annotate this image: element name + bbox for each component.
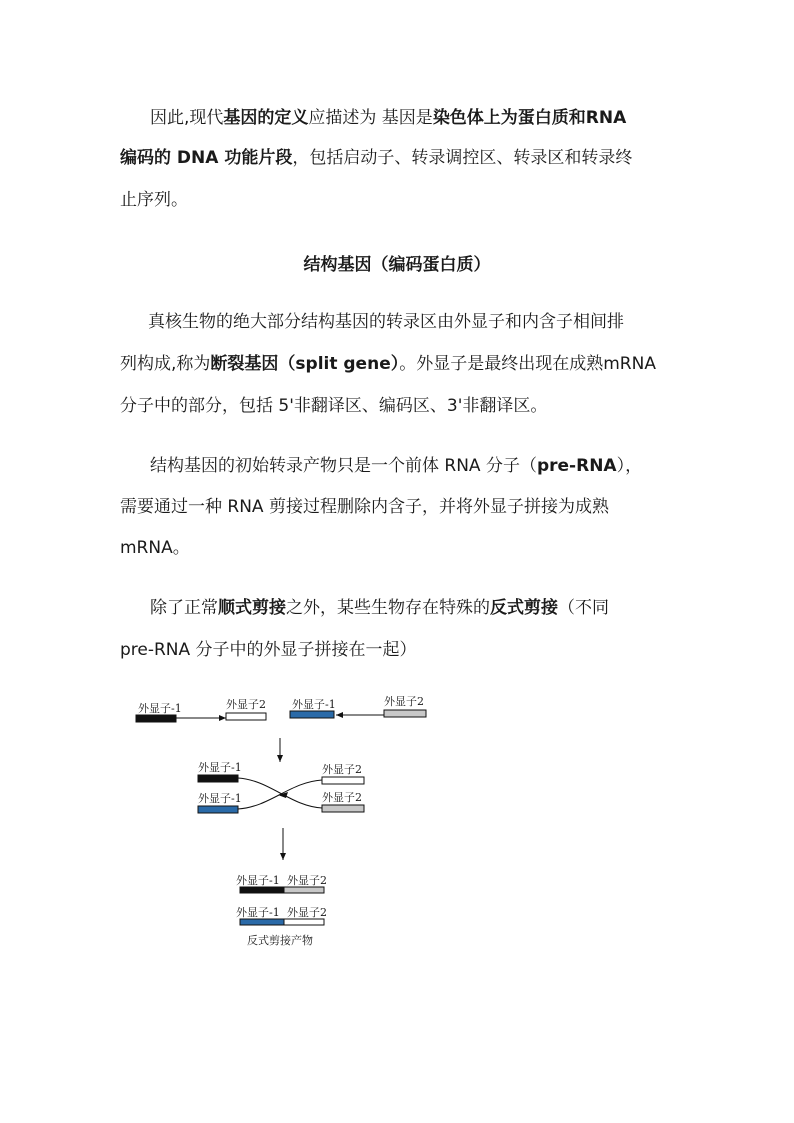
p2-line-1: 真核生物的绝大部分结构基因的转录区由外显子和内含子相间排 <box>148 312 624 332</box>
text-run: 列构成,称为 <box>120 354 211 374</box>
trans-splicing-diagram <box>130 688 440 958</box>
text-run: 应描述为 基因是 <box>308 108 433 128</box>
label-exon2-d: 外显子2 <box>322 791 362 804</box>
text-run: （不同 <box>558 598 609 618</box>
p3-line-1 <box>150 456 642 476</box>
bold-run: 基因的定义 <box>223 108 309 128</box>
bold-run: 顺式剪接 <box>218 598 286 618</box>
p1-line-2 <box>120 148 632 168</box>
exon2-gray-block-2 <box>322 805 364 812</box>
p3-line-3: mRNA。 <box>120 538 190 558</box>
p4-line-2: pre-RNA 分子中的外显子拼接在一起） <box>120 640 417 660</box>
exon1-black-block <box>136 715 176 722</box>
label-exon1-c: 外显子-1 <box>198 761 242 774</box>
text-run: ）， <box>616 456 643 476</box>
product1-exon1 <box>240 887 284 893</box>
p2-line-2 <box>120 354 656 374</box>
label-exon1-a: 外显子-1 <box>138 702 182 715</box>
exon1-blue-block-2 <box>198 806 238 813</box>
p4-line-1 <box>150 598 609 618</box>
bold-run: 编码的 DNA 功能片段 <box>120 148 293 168</box>
label-exon2-c: 外显子2 <box>322 763 362 776</box>
text-run: 。外显子是最终出现在成熟mRNA <box>399 354 656 374</box>
text-run: 结构基因的初始转录产物只是一个前体 RNA 分子（ <box>150 456 537 476</box>
label-exon1-d: 外显子-1 <box>198 792 242 805</box>
text-run: 因此,现代 <box>150 108 224 128</box>
product2-exon1 <box>240 919 284 925</box>
label-exon1-f: 外显子-1 <box>236 906 280 919</box>
text-run: 除了正常 <box>150 598 218 618</box>
p2-line-3: 分子中的部分，包括 5'非翻译区、编码区、3'非翻译区。 <box>120 396 548 416</box>
product2-exon2 <box>284 919 324 925</box>
bold-run: 断裂基因（split gene） <box>210 354 400 374</box>
bold-run: 反式剪接 <box>490 598 558 618</box>
label-exon2-f: 外显子2 <box>287 906 327 919</box>
label-exon2-b: 外显子2 <box>384 695 424 708</box>
text-run: ，包括启动子、转录调控区、转录区和转录终 <box>292 148 633 168</box>
exon2-gray-block <box>384 710 426 717</box>
bold-run: 染色体上为蛋白质和RNA <box>432 108 627 128</box>
bold-run: pre-RNA <box>536 456 617 476</box>
exon2-white-block-2 <box>322 777 364 784</box>
p1-line-3: 止序列。 <box>120 190 188 210</box>
label-exon1-b: 外显子-1 <box>292 698 336 711</box>
section-heading: 结构基因（编码蛋白质） <box>303 255 491 275</box>
p3-line-2: 需要通过一种 RNA 剪接过程删除内含子，并将外显子拼接为成熟 <box>120 497 609 517</box>
exon1-blue-block <box>290 711 334 718</box>
text-run: 之外，某些生物存在特殊的 <box>286 598 490 618</box>
label-exon1-e: 外显子-1 <box>236 874 280 887</box>
label-exon2-a: 外显子2 <box>226 698 266 711</box>
exon2-white-block <box>226 713 266 720</box>
exon1-black-block-2 <box>198 775 238 782</box>
figure-caption: 反式剪接产物 <box>247 934 313 947</box>
product1-exon2 <box>284 887 324 893</box>
p1-line-1 <box>150 108 626 128</box>
label-exon2-e: 外显子2 <box>287 874 327 887</box>
